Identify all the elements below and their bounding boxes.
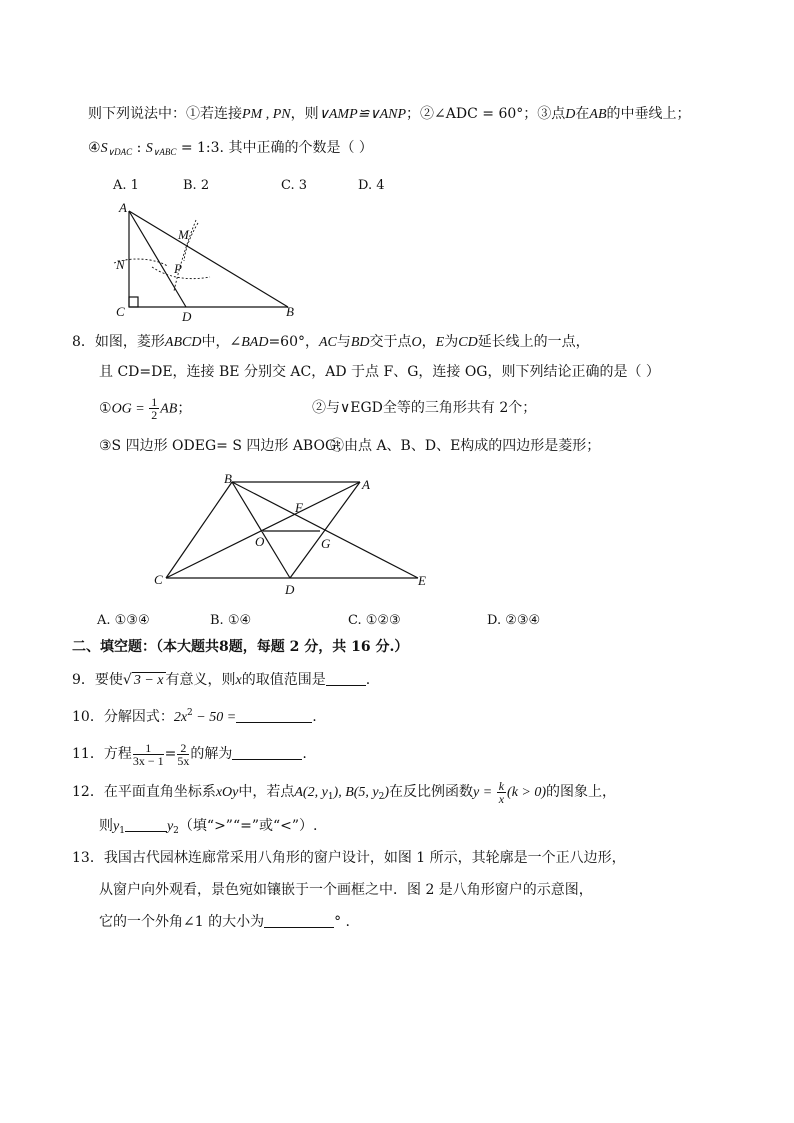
q8-line2: 且 CD=DE，连接 BE 分别交 AC，AD 于点 F、G，连接 OG，则下列结论正确的是（ ）: [99, 364, 660, 380]
q8-option-a: A. ①③④: [97, 613, 150, 628]
q12-func-cond: (k > 0): [507, 785, 547, 800]
q8-s1-suffix: ；: [177, 400, 192, 417]
q13-text: 它的一个外角∠1 的大小为: [99, 914, 265, 930]
q8-statement-3: ③S 四边形 ODEG= S 四边形 ABOG；: [99, 438, 351, 454]
q11-lhs-fraction: [133, 742, 164, 767]
q12-func-fraction: [497, 780, 506, 805]
q8-rhombus-figure: [148, 470, 438, 598]
q10-expr: 2x: [173, 710, 188, 725]
q12-number: 12．: [72, 784, 104, 800]
q12-text: 在反比例函数: [389, 784, 474, 800]
q7-math-sub: ∨ABC: [152, 147, 177, 157]
q12-sub: 2: [173, 826, 179, 836]
q8-s1-prefix: ①: [99, 400, 112, 417]
q10-exponent: 2: [187, 708, 193, 718]
q8-math: CD: [458, 335, 478, 350]
q8-option-c: C. ①②③: [348, 613, 401, 628]
q8-text: 如图，菱形: [94, 334, 165, 350]
q11-lhs-den: 3x − 1: [132, 753, 164, 768]
q7-segment-ab: [129, 211, 288, 307]
q9-number: 9．: [72, 672, 95, 688]
q9-text: 要使: [94, 672, 123, 688]
q11-rhs-fraction: [177, 742, 189, 767]
q12-y2: y: [166, 819, 174, 834]
q7-label-n: N: [116, 257, 125, 272]
q13-line2: 从窗户向外观看，景色宛如镶嵌于一个画框之中．图 2 是八角形窗户的示意图，: [99, 882, 593, 898]
q7-label-c: C: [116, 304, 125, 319]
q11: [72, 738, 307, 770]
q8-text: 中，∠: [201, 334, 242, 350]
q8-label-c: C: [154, 572, 163, 587]
q9-radicand: 3 − x: [133, 673, 164, 688]
q13-text: ° .: [334, 914, 350, 930]
q7-triangle-figure: [110, 195, 310, 325]
q7-label-b: B: [286, 304, 294, 319]
q13-line3: [99, 912, 350, 932]
q11-text: 方程: [103, 746, 132, 762]
q8-text: =60°，: [268, 334, 319, 350]
q12-text: 则: [99, 818, 113, 834]
q8-segment-ac: [166, 482, 360, 578]
q7-label-m: M: [178, 227, 189, 242]
q8-label-g: G: [321, 536, 331, 551]
q8-segment-bc: [166, 482, 232, 578]
q9-text: 有意义，则: [165, 672, 236, 688]
q8-s1-num: 1: [151, 395, 158, 409]
q10-end: .: [312, 709, 317, 725]
q11-number: 11．: [72, 746, 104, 762]
q7-math-s: S: [145, 141, 153, 156]
q12-math: A(2, y: [294, 785, 328, 800]
q7-text: ；②∠ADC = 60°；③点: [406, 106, 566, 122]
q12-func-num: k: [498, 778, 505, 793]
q8-label-d: D: [285, 582, 295, 597]
q9: [72, 670, 370, 691]
q7-label-a: A: [119, 200, 127, 215]
q7-math-pm-pn: PM , PN: [242, 107, 291, 122]
q8-math: ABCD: [164, 335, 202, 350]
q8-label-o: O: [255, 534, 265, 549]
q8-s1-lhs: OG =: [111, 401, 149, 417]
q7-label-d: D: [182, 309, 192, 324]
q7-math-congruence: ∨AMP≌∨ANP: [318, 107, 407, 122]
q10-expr: − 50 =: [192, 710, 237, 725]
q12-text: 在平面直角坐标系: [103, 784, 216, 800]
q12-sub: 2: [378, 792, 385, 802]
q12-text: 中，若点: [238, 784, 295, 800]
section-2-heading: 二、填空题：: [72, 639, 156, 655]
q8-text: 为: [444, 334, 459, 350]
q8-line1: [72, 332, 590, 353]
q8-math: O: [411, 335, 422, 350]
q7-label-p: P: [174, 261, 182, 276]
q7-math-ratio: = 1:3: [176, 140, 220, 156]
q10: [72, 703, 317, 728]
q8-label-f: F: [295, 500, 303, 515]
q12-math: ): [384, 785, 390, 800]
q7-option-a: A. 1: [113, 178, 139, 193]
q8-statement-4: ④由点 A、B、D、E构成的四边形是菱形；: [330, 438, 601, 454]
q12-y1: y: [113, 819, 120, 834]
q8-math: BAD: [241, 335, 269, 350]
q12-math: ), B(5, y: [333, 785, 379, 800]
q8-option-b: B. ①④: [210, 613, 252, 628]
q9-variable: x: [235, 673, 242, 688]
q12-answer-blank[interactable]: [125, 817, 167, 832]
q7-text: 则下列说法中：①若连接: [88, 106, 242, 122]
q7-math-sub: ∨DAC: [107, 147, 133, 157]
q9-answer-blank[interactable]: [326, 671, 366, 686]
q12-text: 的图象上，: [546, 784, 617, 800]
q12-line2: [99, 816, 318, 841]
q8-math: AC: [318, 335, 337, 350]
q13-number: 13．: [72, 850, 104, 866]
q8-label-e: E: [418, 573, 426, 588]
q12-sub: 1: [119, 826, 125, 836]
q8-statement-1: [99, 396, 191, 421]
q8-text: ，: [421, 334, 436, 350]
q8-s1-den: 2: [151, 408, 158, 422]
section-2-title: [72, 637, 408, 657]
q8-math: E: [435, 335, 445, 350]
q7-right-angle-mark: [129, 297, 138, 307]
q11-answer-blank[interactable]: [232, 745, 302, 760]
q7-statement-line2: [88, 138, 373, 162]
q8-text: 延长线上的一点，: [477, 334, 590, 350]
q11-end: .: [302, 746, 307, 762]
q8-text: 与: [336, 334, 351, 350]
q11-rhs-den: 5x: [177, 753, 190, 768]
q11-lhs-num: 1: [133, 742, 164, 755]
q7-math-s: S: [100, 141, 108, 156]
q8-number: 8．: [72, 334, 95, 350]
q9-end: .: [365, 672, 371, 688]
q10-number: 10．: [72, 709, 104, 725]
q7-text: 在: [575, 106, 590, 122]
q7-option-c: C. 3: [281, 178, 308, 193]
q11-text: 的解为: [190, 746, 233, 762]
q8-s1-fraction: [149, 396, 159, 421]
q13-text: 我国古代园林连廊常采用八角形的窗户设计，如图 1 所示，其轮廓是一个正八边形，: [103, 850, 626, 866]
q11-equals: =: [164, 746, 177, 762]
q12-func: y =: [473, 785, 496, 800]
q12-math: xOy: [215, 785, 239, 800]
q8-option-d: D. ②③④: [487, 613, 541, 628]
q7-option-b: B. 2: [183, 178, 210, 193]
q8-label-b: B: [224, 471, 232, 486]
q8-text: 交于点: [369, 334, 412, 350]
q11-rhs-num: 2: [177, 742, 189, 755]
q7-math-ab: AB: [589, 107, 607, 122]
q12-text: （填“>”“=”或“<”）.: [178, 818, 318, 834]
q8-s1-rhs: AB: [160, 401, 178, 417]
q8-math: BD: [350, 335, 370, 350]
q13-answer-blank[interactable]: [264, 913, 334, 928]
section-2-detail: （本大题共8题，每题 2 分，共 16 分.）: [156, 639, 409, 655]
q8-label-a: A: [362, 477, 370, 492]
q9-sqrt-symbol: √: [122, 672, 132, 688]
q13-line1: [72, 848, 626, 868]
q7-text: 的中垂线上；: [606, 106, 691, 122]
q8-segment-be: [232, 482, 418, 578]
q7-statement-line1: [88, 104, 691, 125]
q7-text: . 其中正确的个数是（ ）: [219, 140, 373, 156]
q7-text: ④: [88, 140, 101, 156]
q7-text: ，则: [290, 106, 319, 122]
q8-statement-2: ②与∨EGD全等的三角形共有 2个；: [312, 400, 537, 416]
q9-text: 的取值范围是: [241, 672, 326, 688]
q12-sub: 1: [327, 792, 334, 802]
q12-func-den: x: [498, 791, 505, 806]
q7-math-colon: :: [132, 140, 146, 156]
q10-text: 分解因式：: [103, 709, 174, 725]
q10-answer-blank[interactable]: [236, 708, 312, 723]
q12-line1: [72, 776, 616, 813]
q7-math-d: D: [565, 107, 576, 122]
q7-option-d: D. 4: [358, 178, 385, 193]
